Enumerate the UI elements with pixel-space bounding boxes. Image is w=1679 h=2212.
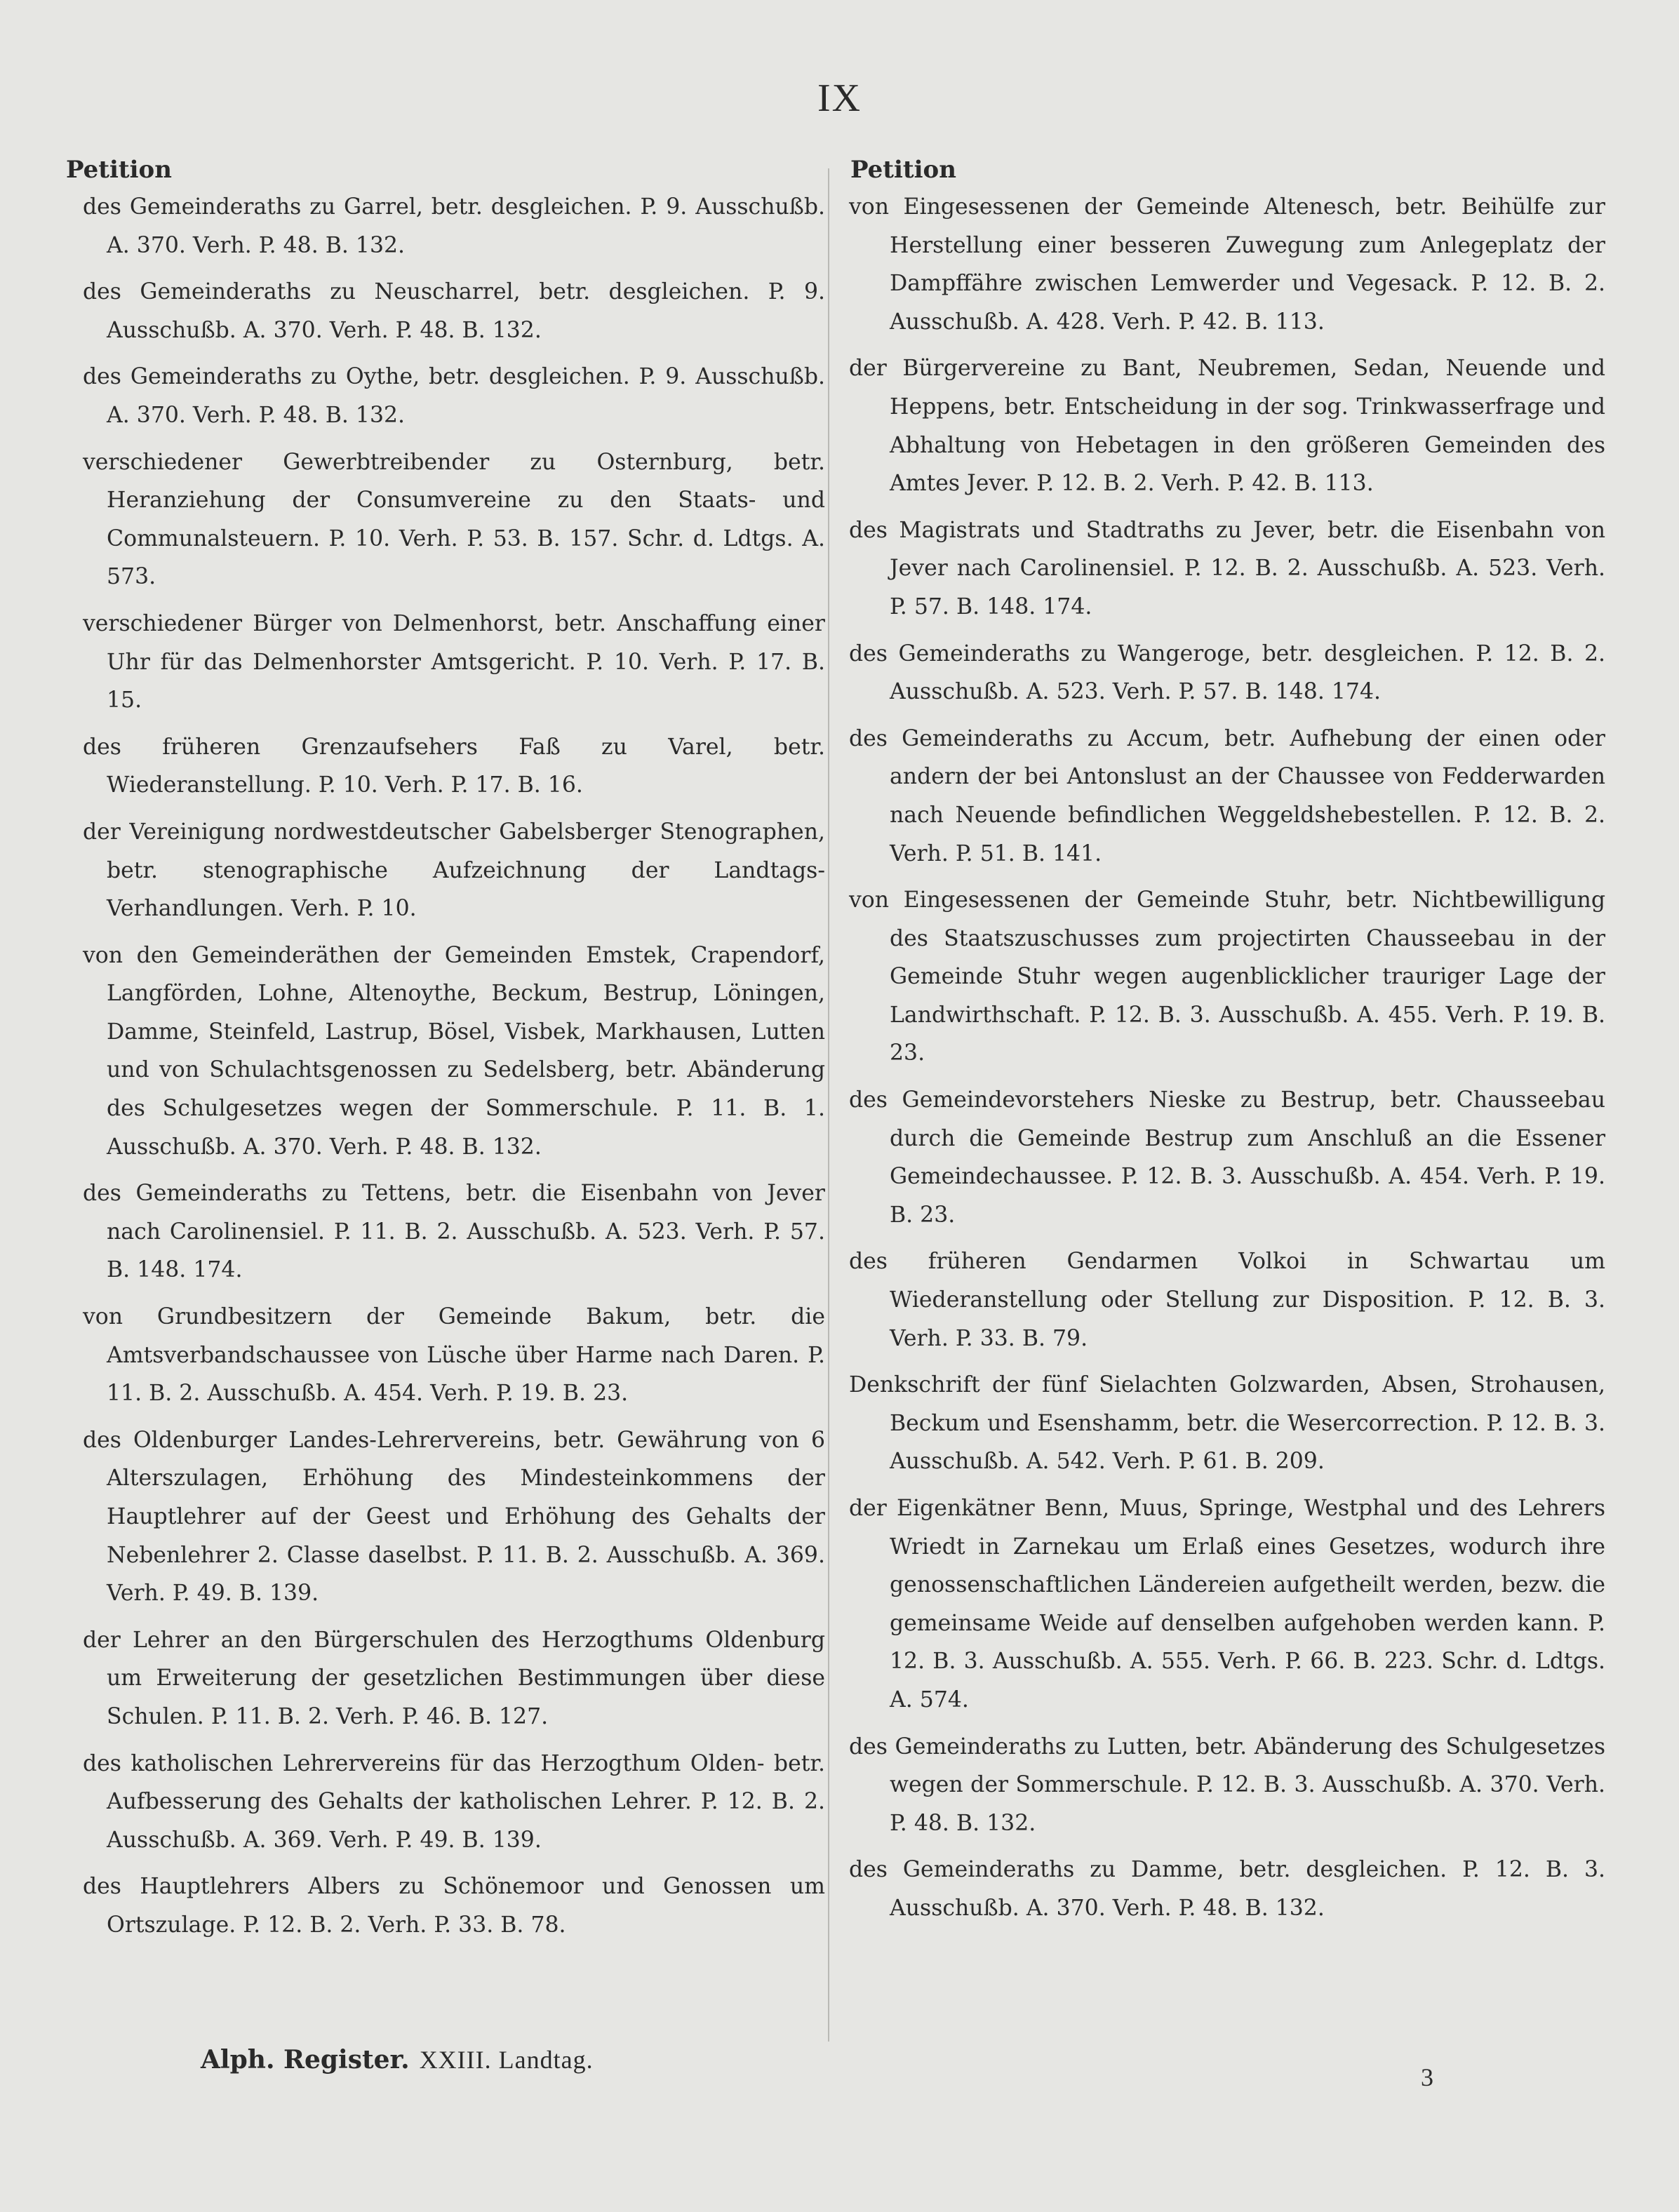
register-entry: von den Gemeinderäthen der Gemeinden Emstek, Crapendorf, Langförden, Lohne, Altenoythe, Beckum, Bestrup, Löningen, Damme, Steinfeld, Lastrup, Bösel, Visbek, Markhausen, Lutten und von Schulachtsgenossen zu Sedelsberg, betr. Abänderung des Schulgesetzes wegen der Sommerschule. P. 11. B. 1. Ausschußb. A. 370. Verh. P. 48. B. 132. [83,942,825,1160]
right-column-heading: Petition [850,156,956,184]
page-footer [201,2045,594,2074]
register-entry: des Oldenburger Landes-Lehrervereins, betr. Gewährung von 6 Alterszulagen, Erhöhung des Mindesteinkommens der Hauptlehrer auf der Geest und Erhöhung des Gehalts der Nebenlehrer 2. Classe daselbst. P. 11. B. 2. Ausschußb. A. 369. Verh. P. 49. B. 139. [83,1427,825,1607]
column-divider [828,168,829,2042]
register-entry: von Eingesessenen der Gemeinde Stuhr, betr. Nichtbewilligung des Staatszuschusses zum projectirten Chausseebau in der Gemeinde Stuhr wegen augenblicklicher trauriger Lage der Landwirthschaft. P. 12. B. 3. Ausschußb. A. 455. Verh. P. 19. B. 23. [849,887,1605,1066]
register-entry: des Gemeinderaths zu Lutten, betr. Abänderung des Schulgesetzes wegen der Sommerschule. P. 12. B. 3. Ausschußb. A. 370. Verh. P. 48. B. 132. [849,1734,1605,1836]
register-entry: des Magistrats und Stadtraths zu Jever, betr. die Eisenbahn von Jever nach Carolinensiel. P. 12. B. 2. Ausschußb. A. 523. Verh. P. 57. B. 148. 174. [849,517,1605,619]
register-entry: des früheren Gendarmen Volkoi in Schwartau um Wiederanstellung oder Stellung zur Disposition. P. 12. B. 3. Verh. P. 33. B. 79. [849,1249,1605,1351]
register-entry: der Lehrer an den Bürgerschulen des Herzogthums Oldenburg um Erweiterung der gesetzlichen Bestimmungen über diese Schulen. P. 11. B. 2. Verh. P. 46. B. 127. [83,1627,825,1729]
register-entry: von Eingesessenen der Gemeinde Altenesch, betr. Beihülfe zur Herstellung einer besseren Zuwegung zum Anlegeplatz der Dampffähre zwischen Lemwerder und Vegesack. P. 12. B. 2. Ausschußb. A. 428. Verh. P. 42. B. 113. [849,194,1605,335]
register-entry: der Eigenkätner Benn, Muus, Springe, Westphal und des Lehrers Wriedt in Zarnekau um Erlaß eines Gesetzes, wodurch ihre genossenschaftlichen Ländereien aufgetheilt werden, bezw. die gemeinsame Weide auf denselben aufgehoben werden kann. P. 12. B. 3. Ausschußb. A. 555. Verh. P. 66. B. 223. Schr. d. Ldtgs. A. 574. [849,1496,1605,1712]
left-column-heading: Petition [66,156,172,184]
register-entry: von Grundbesitzern der Gemeinde Bakum, betr. die Amtsverbandschaussee von Lüsche über Harme nach Daren. P. 11. B. 2. Ausschußb. A. 454. Verh. P. 19. B. 23. [83,1304,825,1407]
right-column [850,153,1605,1936]
register-entry: des Gemeinderaths zu Wangeroge, betr. desgleichen. P. 12. B. 2. Ausschußb. A. 523. Verh. P. 57. B. 148. 174. [849,641,1605,705]
register-entry: des Gemeindevorstehers Nieske zu Bestrup, betr. Chausseebau durch die Gemeinde Bestrup zum Anschluß an die Essener Gemeindechaussee. P. 12. B. 3. Ausschußb. A. 454. Verh. P. 19. B. 23. [849,1087,1605,1228]
register-entry: des Gemeinderaths zu Oythe, betr. desgleichen. P. 9. Ausschußb. A. 370. Verh. P. 48. B. 132. [83,364,825,428]
register-entry: Denkschrift der fünf Sielachten Golzwarden, Absen, Strohausen, Beckum und Esenshamm, betr. die Wesercorrection. P. 12. B. 3. Ausschußb. A. 542. Verh. P. 61. B. 209. [849,1372,1605,1475]
register-entry: des Gemeinderaths zu Garrel, betr. desgleichen. P. 9. Ausschußb. A. 370. Verh. P. 48. B. 132. [83,194,825,258]
register-entry: des Gemeinderaths zu Damme, betr. desgleichen. P. 12. B. 3. Ausschußb. A. 370. Verh. P. 48. B. 132. [849,1857,1605,1921]
footer-landtag: XXIII. Landtag. [419,2046,594,2074]
register-entry: des Hauptlehrers Albers zu Schönemoor und Genossen um Ortszulage. P. 12. B. 2. Verh. P. 33. B. 78. [83,1874,825,1938]
left-column [66,153,825,1953]
page-number: IX [817,76,862,120]
register-entry: verschiedener Bürger von Delmenhorst, betr. Anschaffung einer Uhr für das Delmenhorster Amtsgericht. P. 10. Verh. P. 17. B. 15. [83,610,825,713]
footer-register-title: Alph. Register. [201,2045,410,2074]
register-entry: des Gemeinderaths zu Neuscharrel, betr. desgleichen. P. 9. Ausschußb. A. 370. Verh. P. 48. B. 132. [83,279,825,343]
register-entry: des Gemeinderaths zu Accum, betr. Aufhebung der einen oder andern der bei Antonslust an der Chaussee von Fedderwarden nach Neuende befindlichen Weggeldshebestellen. P. 12. B. 2. Verh. P. 51. B. 141. [849,725,1605,866]
register-entry: des früheren Grenzaufsehers Faß zu Varel, betr. Wiederanstellung. P. 10. Verh. P. 17. B. 16. [83,734,825,798]
register-entry: des katholischen Lehrervereins für das Herzogthum Olden- betr. Aufbesserung des Gehalts der katholischen Lehrer. P. 12. B. 2. Ausschußb. A. 369. Verh. P. 49. B. 139. [83,1750,825,1853]
register-entry: der Bürgervereine zu Bant, Neubremen, Sedan, Neuende und Heppens, betr. Entscheidung in der sog. Trinkwasserfrage und Abhaltung von Hebetagen in den größeren Gemeinden des Amtes Jever. P. 12. B. 2. Verh. P. 42. B. 113. [849,356,1605,497]
register-entry: des Gemeinderaths zu Tettens, betr. die Eisenbahn von Jever nach Carolinensiel. P. 11. B. 2. Ausschußb. A. 523. Verh. P. 57. B. 148. 174. [83,1181,825,1283]
sheet-number: 3 [1421,2063,1433,2091]
register-entry: der Vereinigung nordwestdeutscher Gabelsberger Stenographen, betr. stenographische Aufzeichnung der Landtags-Verhandlungen. Verh. P. 10. [83,819,825,922]
register-entry: verschiedener Gewerbtreibender zu Osternburg, betr. Heranziehung der Consumvereine zu den Staats- und Communalsteuern. P. 10. Verh. P. 53. B. 157. Schr. d. Ldtgs. A. 573. [83,449,825,590]
